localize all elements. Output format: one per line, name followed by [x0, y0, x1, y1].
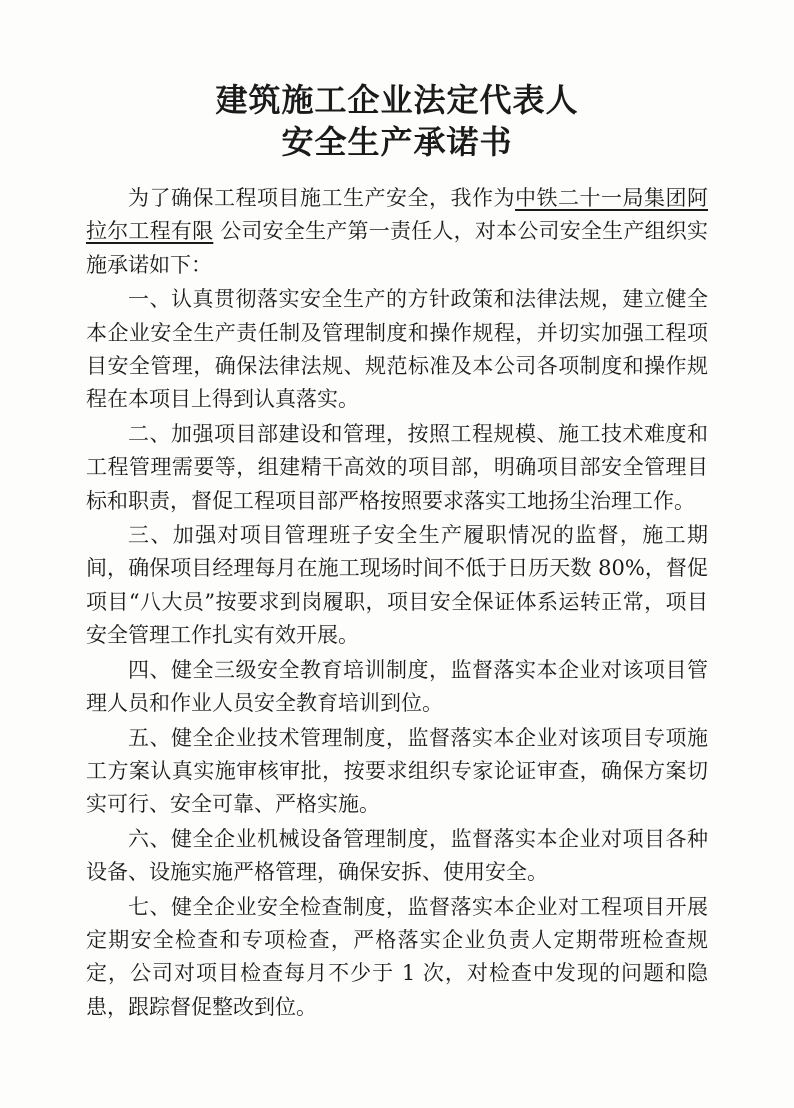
intro-prefix: 为了确保工程项目施工生产安全，我作为: [128, 186, 515, 210]
document-body: [86, 182, 708, 1024]
commitment-item-1: 一、认真贯彻落实安全生产的方针政策和法律法规，建立健全本企业安全生产责任制及管理制度和操作规程，并切实加强工程项目安全管理，确保法律法规、规范标准及本公司各项制度和操作规程在本项目上得到认真落实。: [86, 287, 708, 412]
commitment-item-3: 三、加强对项目管理班子安全生产履职情况的监督，施工期间，确保项目经理每月在施工现场时间不低于日历天数 80%，督促项目“八大员”按要求到岗履职，项目安全保证体系运转正常，项目安全管理工作扎实有效开展。: [86, 523, 708, 648]
intro-suffix: 公司安全生产第一责任人，对本公司安全生产组织实施承诺如下：: [86, 219, 709, 277]
company-name: 中铁二十一局集团阿拉尔工程有限: [86, 186, 708, 244]
document-subtitle: 安全生产承诺书: [281, 123, 513, 161]
commitment-item-4: 四、健全三级安全教育培训制度，监督落实本企业对该项目管理人员和作业人员安全教育培训到位。: [86, 657, 708, 716]
commitment-item-2: 二、加强项目部建设和管理，按照工程规模、施工技术难度和工程管理需要等，组建精干高效的项目部，明确项目部安全管理目标和职责，督促工程项目部严格按照要求落实工地扬尘治理工作。: [86, 421, 708, 513]
commitment-item-5: 五、健全企业技术管理制度，监督落实本企业对该项目专项施工方案认真实施审核审批，按要求组织专家论证审查，确保方案切实可行、安全可靠、严格实施。: [86, 725, 708, 817]
intro-paragraph: [86, 182, 708, 282]
commitment-item-7: 七、健全企业安全检查制度，监督落实本企业对工程项目开展定期安全检查和专项检查，严格落实企业负责人定期带班检查规定，公司对项目检查每月不少于 1 次，对检查中发现的问题和隐患，跟踪督促整改到位。: [86, 894, 708, 1019]
commitment-item-6: 六、健全企业机械设备管理制度，监督落实本企业对项目各种设备、设施实施严格管理，确保安拆、使用安全。: [86, 826, 708, 885]
document-title: 建筑施工企业法定代表人: [215, 81, 579, 119]
